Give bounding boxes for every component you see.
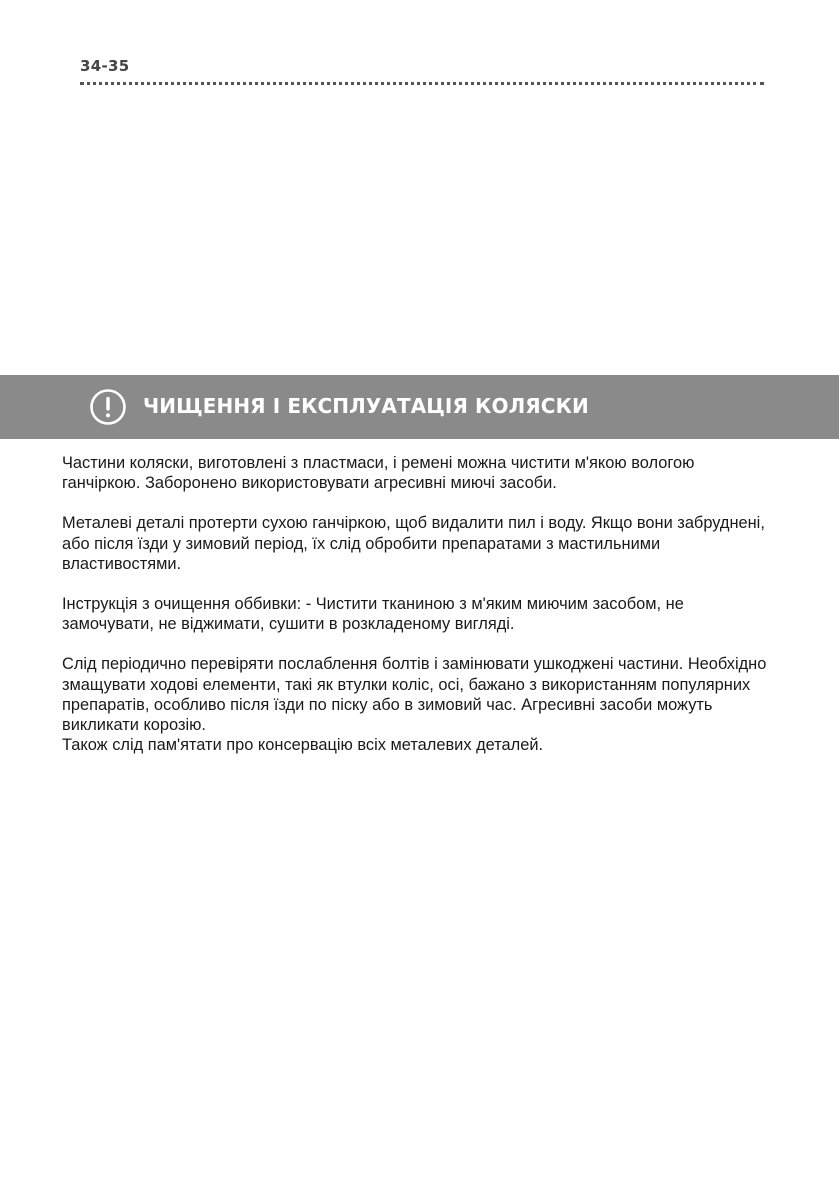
paragraph-maintenance: Слід періодично перевіряти послаблення болтів і замінювати ушкоджені частини. Необхідно змащувати ходові елементи, такі як втулки коліс, осі, бажано з використанням популярних препаратів, особливо після їзди по піску або в зимовий час. Агресивні засоби можуть викликати корозію. (62, 655, 767, 735)
paragraph-upholstery: Інструкція з очищення оббивки: - Чистити тканиною з м'яким миючим засобом, не замочувати, не віджимати, сушити в розкладеному вигляді. (62, 595, 684, 634)
section-banner (0, 375, 839, 439)
header-divider (80, 82, 764, 85)
paragraph-metal-parts: Металеві деталі протерти сухою ганчіркою, щоб видалити пил і воду. Якщо вони забруднені, або після їзди у зимовий період, їх слід обробити препаратами з мастильними властивостями. (62, 514, 765, 573)
section-title: ЧИЩЕННЯ І ЕКСПЛУАТАЦІЯ КОЛЯСКИ (143, 394, 589, 418)
page-number: 34-35 (80, 57, 130, 75)
section-body (62, 453, 767, 755)
exclamation-circle-icon (89, 388, 127, 426)
paragraph-plastic-parts: Частини коляски, виготовлені з пластмаси, і ремені можна чистити м'якою вологою ганчіркою. Заборонено використовувати агресивні миючі засоби. (62, 454, 695, 493)
paragraph-conservation: Також слід пам'ятати про консервацію всіх металевих деталей. (62, 736, 544, 755)
